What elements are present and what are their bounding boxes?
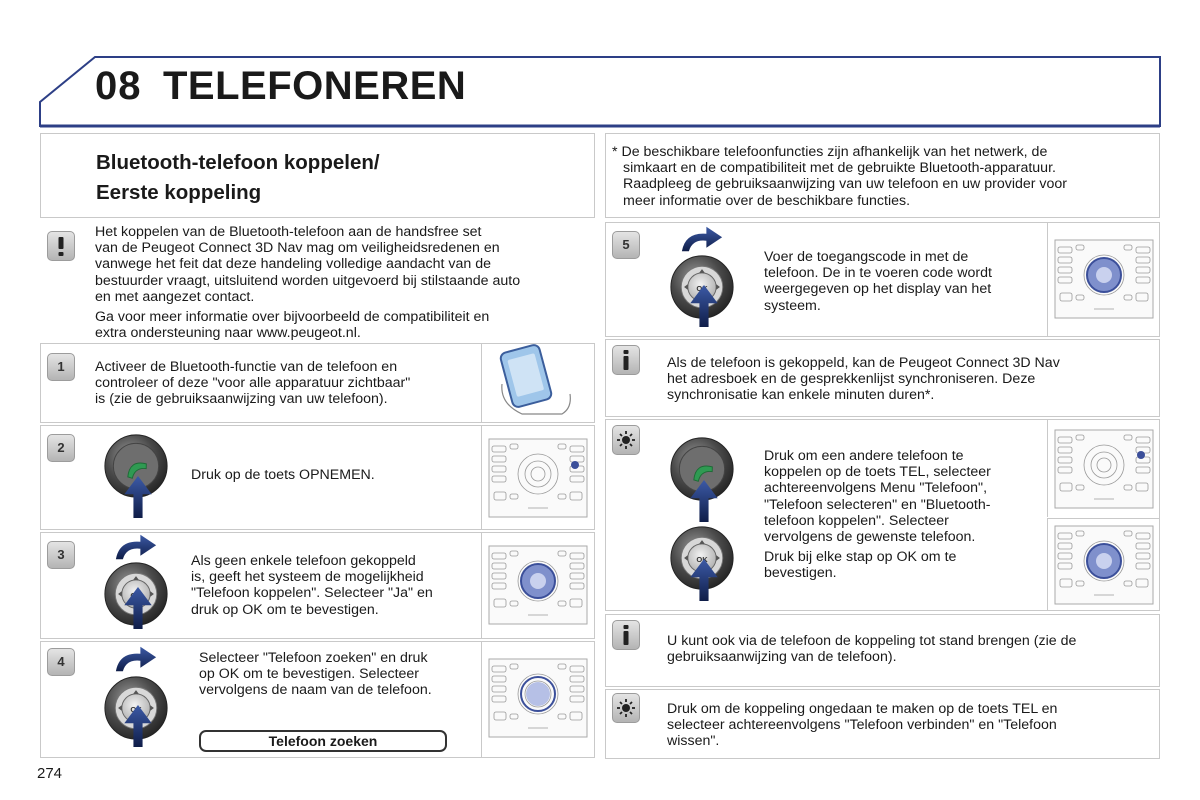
curved-arrow-icon — [114, 533, 158, 561]
console-panel-illustration — [481, 533, 594, 638]
chapter-title: TELEFONEREN — [163, 64, 467, 108]
step-4-line: op OK om te bevestigen. Selecteer — [199, 666, 420, 683]
tip-1-line: achtereenvolgens Menu "Telefoon", — [764, 480, 988, 497]
chapter-number: 08 — [95, 64, 142, 108]
up-arrow-icon — [690, 285, 718, 327]
info-1-line: Als de telefoon is gekoppeld, kan de Peugeot Connect 3D Nav — [667, 355, 1060, 371]
section-title-line1: Bluetooth-telefoon koppelen/ — [96, 151, 380, 174]
info-1-line: het adresboek en de gesprekkenlijst synchroniseren. Deze — [667, 371, 1036, 388]
info-icon — [612, 620, 640, 650]
step-4-text — [199, 650, 479, 699]
warning-line: en met aangezet contact. — [95, 288, 255, 305]
step-1-badge: 1 — [47, 353, 75, 381]
footnote-line: simkaart en de compatibiliteit met de gebruikte Bluetooth-apparatuur. — [623, 160, 1056, 177]
step-5-text — [764, 249, 1044, 314]
warning-line: Het koppelen van de Bluetooth-telefoon aan de handsfree set — [95, 224, 482, 240]
step-5-line: weergegeven op het display van het — [764, 281, 992, 298]
console-panel-illustration — [1047, 518, 1159, 610]
up-arrow-icon — [124, 476, 152, 518]
telefoon-zoeken-screen-field: Telefoon zoeken — [199, 730, 447, 752]
tip-1-text — [764, 448, 1044, 582]
step-5-line: systeem. — [764, 297, 821, 314]
step-3-line: is, geeft het systeem de mogelijkheid — [191, 569, 424, 586]
info-icon — [612, 345, 640, 375]
step-3-line: "Telefoon koppelen". Selecteer "Ja" en — [191, 585, 433, 602]
section-title-line2: Eerste koppeling — [96, 181, 262, 204]
tip-1-line: Druk bij elke stap op OK om te — [764, 549, 957, 566]
footnote-line: * De beschikbare telefoonfuncties zijn afhankelijk van het netwerk, de — [612, 144, 1048, 160]
up-arrow-icon — [690, 480, 718, 522]
phone-hand-illustration — [481, 344, 594, 422]
console-panel-illustration — [1047, 223, 1159, 336]
page-number: 274 — [37, 765, 63, 782]
step-3-badge: 3 — [47, 541, 75, 569]
tip-2-line: selecteer achtereenvolgens "Telefoon verbinden" en "Telefoon — [667, 717, 1057, 734]
step-3-line: druk op OK om te bevestigen. — [191, 601, 379, 618]
warning-line: vanwege het feit dat deze handeling volledige aandacht van de — [95, 256, 491, 273]
step-4-badge: 4 — [47, 648, 75, 676]
tip-1-line: "Telefoon selecteren" en "Bluetooth- — [764, 496, 991, 513]
step-1-line: controleer of deze "voor alle apparatuur zichtbaar" — [95, 375, 411, 392]
console-panel-illustration — [481, 642, 594, 757]
bulb-icon — [612, 693, 640, 723]
warning-line: van de Peugeot Connect 3D Nav mag om veiligheidsredenen en — [95, 240, 500, 257]
tip-1-line: koppelen op de toets TEL, selecteer — [764, 464, 991, 481]
footnote-line: meer informatie over de beschikbare functies. — [623, 192, 911, 209]
up-arrow-icon — [124, 705, 152, 747]
info-1-line: synchronisatie kan enkele minuten duren*. — [667, 387, 935, 404]
tip-2-line: wissen". — [667, 733, 720, 750]
warning-line: Ga voor meer informatie over bijvoorbeeld de compatibiliteit en — [95, 309, 490, 326]
section-title — [96, 148, 380, 208]
footnote-line: Raadpleeg de gebruiksaanwijzing van uw telefoon en uw provider voor — [623, 176, 1068, 193]
step-2-text: Druk op de toets OPNEMEN. — [191, 467, 375, 483]
console-panel-illustration — [1047, 420, 1159, 517]
step-4-line: Selecteer "Telefoon zoeken" en druk — [199, 650, 428, 666]
tip-1-line: telefoon koppelen". Selecteer — [764, 512, 949, 529]
curved-arrow-icon — [114, 645, 158, 673]
tip-1-line: bevestigen. — [764, 565, 837, 582]
warning-line: extra ondersteuning naar www.peugeot.nl. — [95, 325, 361, 342]
up-arrow-icon — [124, 587, 152, 629]
step-4-line: vervolgens de naam van de telefoon. — [199, 682, 432, 699]
curved-arrow-icon — [680, 225, 724, 253]
bulb-icon — [612, 425, 640, 455]
step-1-text — [95, 359, 475, 408]
tip-1-line: vervolgens de gewenste telefoon. — [764, 529, 976, 546]
console-panel-illustration — [481, 426, 594, 529]
footnote — [612, 144, 1152, 209]
up-arrow-icon — [690, 559, 718, 601]
tip-1-line: Druk om een andere telefoon te — [764, 448, 964, 464]
info-2-line: U kunt ook via de telefoon de koppeling tot stand brengen (zie de — [667, 633, 1077, 649]
exclamation-icon — [47, 231, 75, 261]
step-5-badge: 5 — [612, 231, 640, 259]
step-1-line: is (zie de gebruiksaanwijzing van uw telefoon). — [95, 391, 388, 408]
info-2-text — [667, 633, 1152, 665]
step-3-line: Als geen enkele telefoon gekoppeld — [191, 553, 416, 569]
info-2-line: gebruiksaanwijzing van de telefoon). — [667, 649, 897, 666]
info-1-text — [667, 355, 1152, 404]
step-3-text — [191, 553, 481, 618]
step-1-line: Activeer de Bluetooth-functie van de telefoon en — [95, 359, 398, 375]
tip-2-line: Druk om de koppeling ongedaan te maken op de toets TEL en — [667, 701, 1058, 717]
step-5-line: telefoon. De in te voeren code wordt — [764, 265, 992, 282]
warning-text — [95, 224, 590, 341]
warning-line: bestuurder vraagt, uitsluitend worden uitgevoerd bij stilstaande auto — [95, 272, 521, 289]
step-2-badge: 2 — [47, 434, 75, 462]
tip-2-text — [667, 701, 1152, 750]
step-5-line: Voer de toegangscode in met de — [764, 249, 969, 265]
